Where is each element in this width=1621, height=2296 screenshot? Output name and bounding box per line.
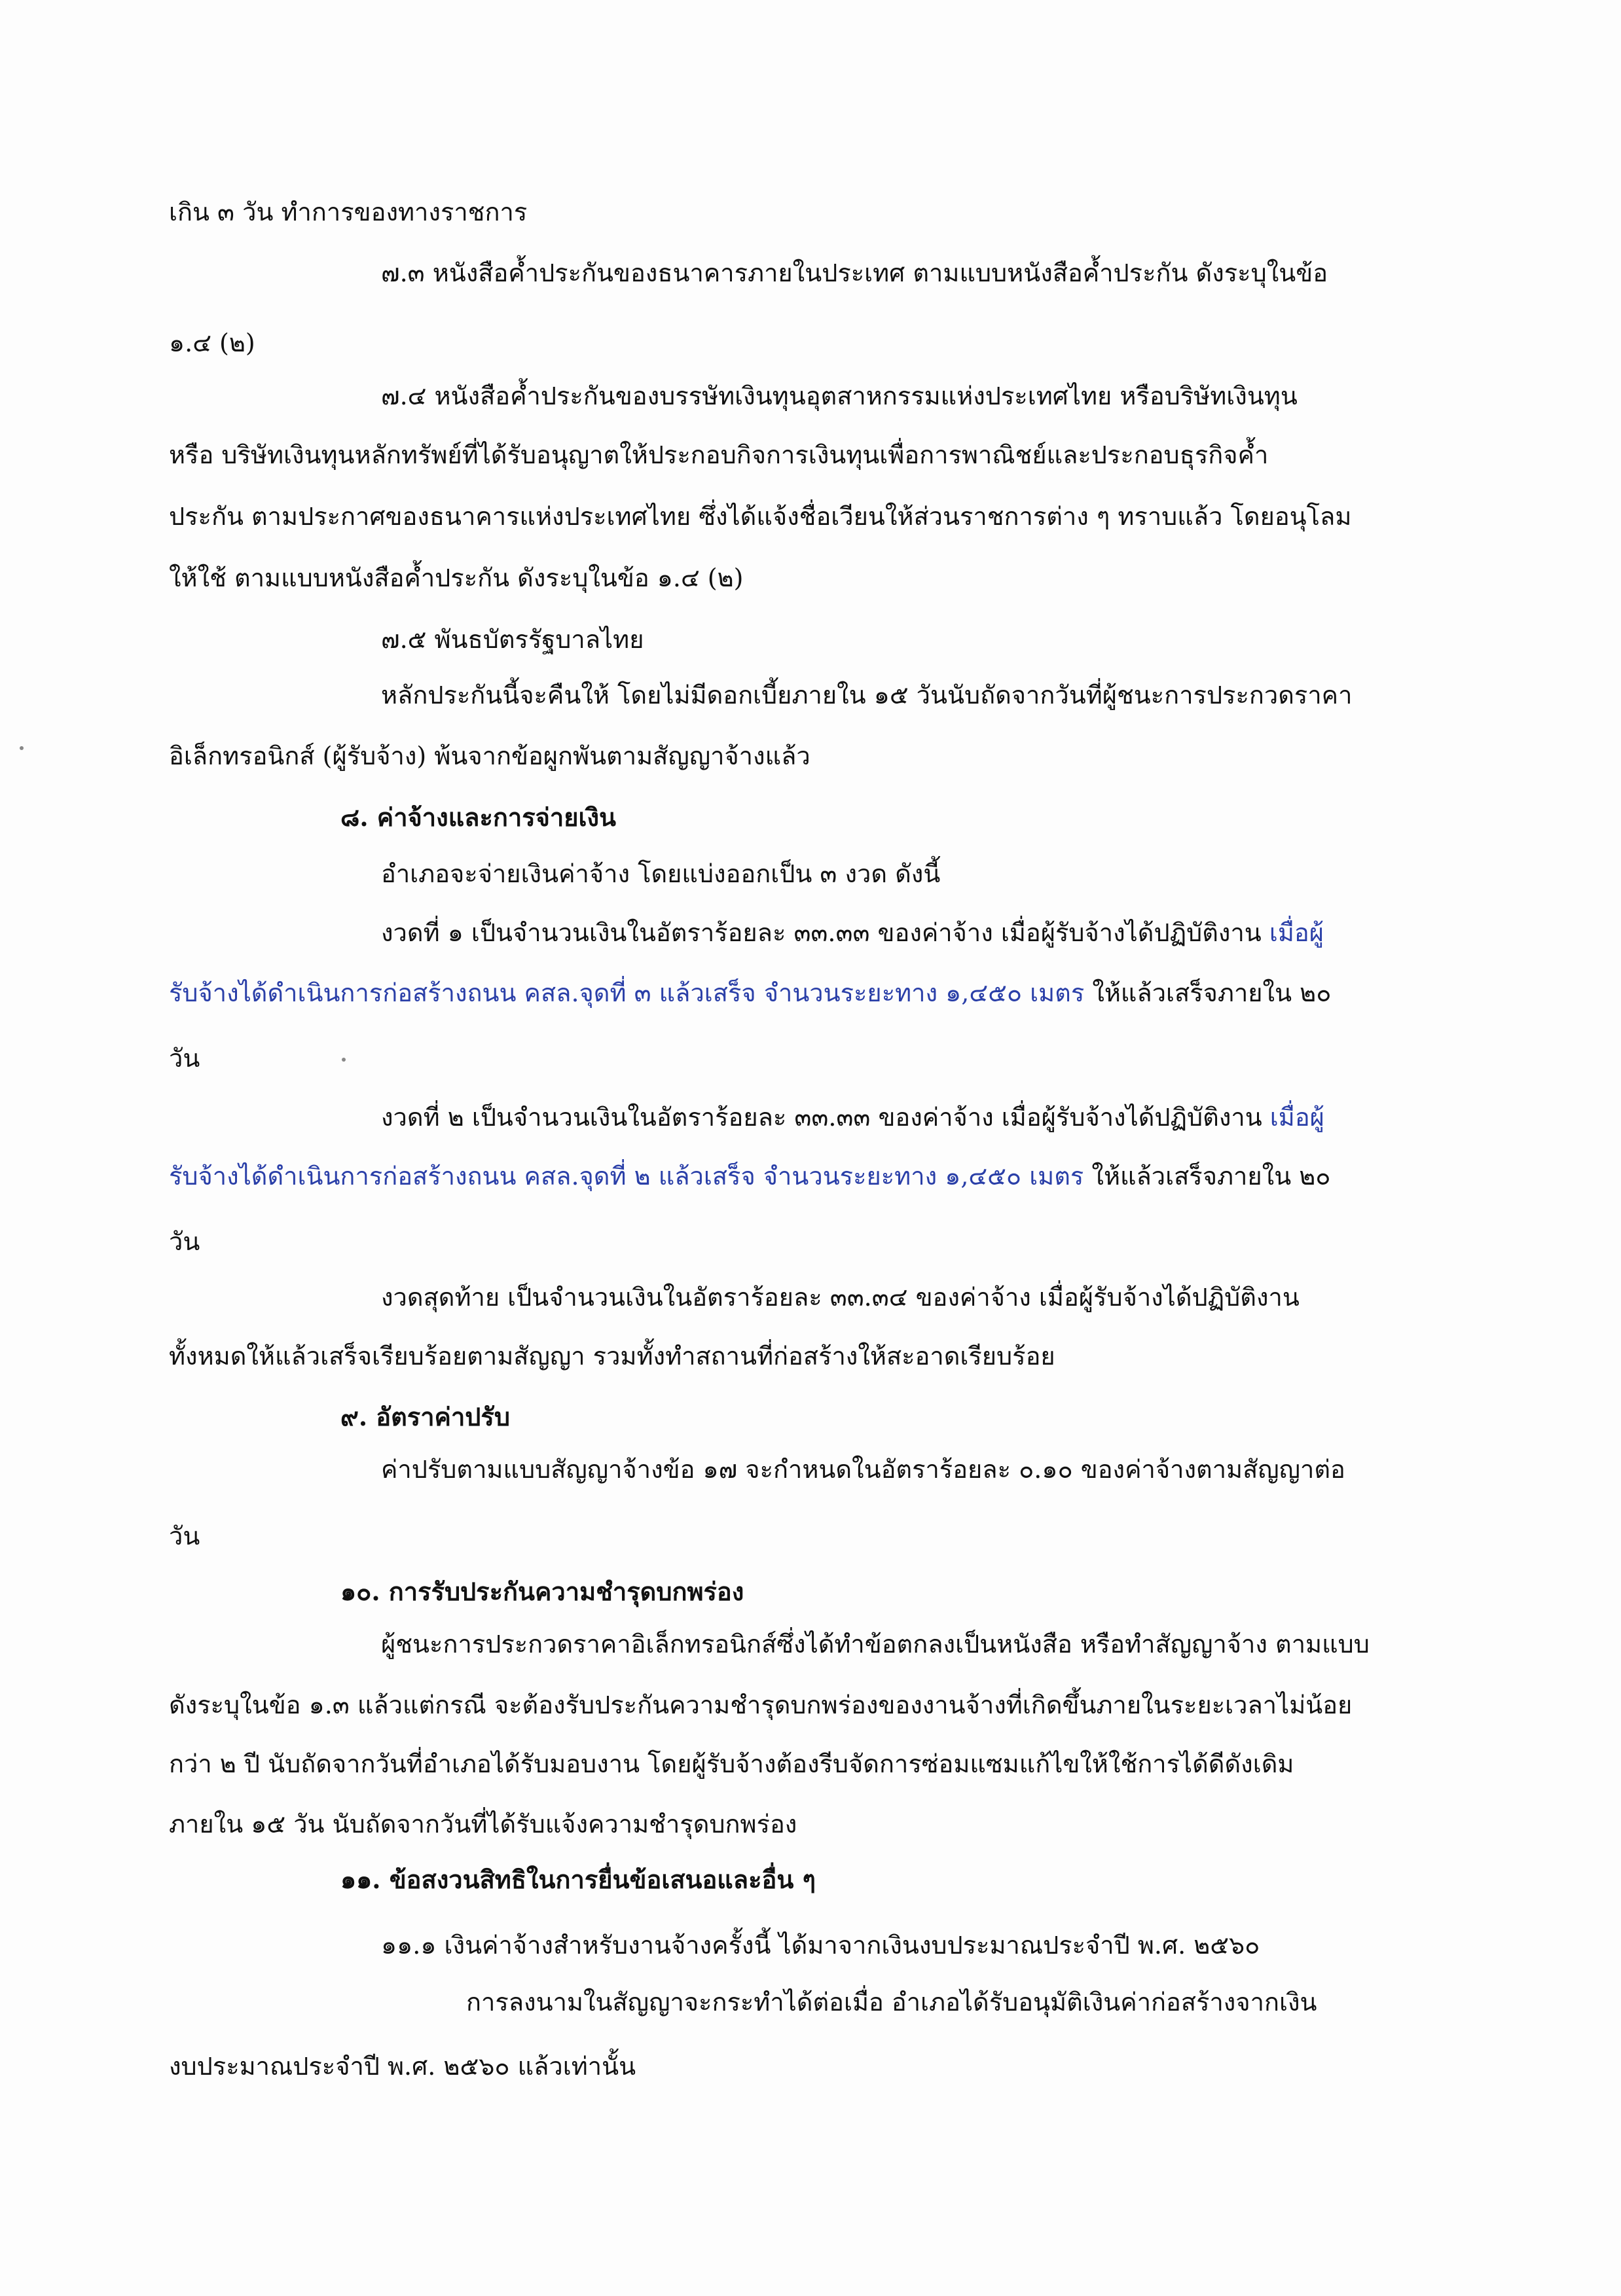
text-line: งวดสุดท้าย เป็นจำนวนเงินในอัตราร้อยละ ๓๓.๓๔ ของค่าจ้าง เมื่อผู้รับจ้างได้ปฏิบัติงาน [381,1283,1300,1312]
section-heading: ๑๑. ข้อสงวนสิทธิในการยื่นข้อเสนอและอื่น ๆ [340,1865,816,1894]
text-line: งบประมาณประจำปี พ.ศ. ๒๕๖๐ แล้วเท่านั้น [169,2052,636,2081]
text-span: เมื่อผู้ [1269,918,1324,947]
text-line: ทั้งหมดให้แล้วเสร็จเรียบร้อยตามสัญญา รวมทั้งทำสถานที่ก่อสร้างให้สะอาดเรียบร้อย [169,1342,1055,1371]
text-line: ๗.๔ หนังสือค้ำประกันของบรรษัทเงินทุนอุตสาหกรรมแห่งประเทศไทย หรือบริษัทเงินทุน [381,382,1298,410]
text-line: ภายใน ๑๕ วัน นับถัดจากวันที่ได้รับแจ้งความชำรุดบกพร่อง [169,1810,797,1839]
text-line: อิเล็กทรอนิกส์ (ผู้รับจ้าง) พ้นจากข้อผูกพันตามสัญญาจ้างแล้ว [169,742,810,770]
text-line [381,1100,1324,1135]
text-line: ผู้ชนะการประกวดราคาอิเล็กทรอนิกส์ซึ่งได้ทำข้อตกลงเป็นหนังสือ หรือทำสัญญาจ้าง ตามแบบ [381,1630,1370,1659]
text-line: วัน [169,1522,200,1551]
text-line: ๑๑.๑ เงินค่าจ้างสำหรับงานจ้างครั้งนี้ ได้มาจากเงินงบประมาณประจำปี พ.ศ. ๒๕๖๐ [381,1931,1260,1960]
text-line: ๗.๓ หนังสือค้ำประกันของธนาคารภายในประเทศ ตามแบบหนังสือค้ำประกัน ดังระบุในข้อ [381,259,1328,287]
text-line: ดังระบุในข้อ ๑.๓ แล้วแต่กรณี จะต้องรับประกันความชำรุดบกพร่องของงานจ้างที่เกิดขึ้นภายในระยะเวลาไม่น้อย [169,1691,1353,1719]
text-line: ค่าปรับตามแบบสัญญาจ้างข้อ ๑๗ จะกำหนดในอัตราร้อยละ ๐.๑๐ ของค่าจ้างตามสัญญาต่อ [381,1455,1345,1484]
text-line: ประกัน ตามประกาศของธนาคารแห่งประเทศไทย ซึ่งได้แจ้งชื่อเวียนให้ส่วนราชการต่าง ๆ ทราบแล้ว โดยอนุโลม [169,502,1352,531]
text-line: ๗.๕ พันธบัตรรัฐบาลไทย [381,625,644,654]
text-span: งวดที่ ๒ เป็นจำนวนเงินในอัตราร้อยละ ๓๓.๓๓ ของค่าจ้าง เมื่อผู้รับจ้างได้ปฏิบัติงาน [381,1103,1270,1132]
section-heading: ๙. อัตราค่าปรับ [340,1402,510,1431]
text-line: เกิน ๓ วัน ทำการของทางราชการ [169,198,528,226]
text-line: หรือ บริษัทเงินทุนหลักทรัพย์ที่ได้รับอนุญาตให้ประกอบกิจการเงินทุนเพื่อการพาณิชย์และประกอบธุรกิจค้ำ [169,440,1269,469]
text-line [169,975,1331,1011]
scan-speck [342,1058,346,1062]
section-heading: ๑๐. การรับประกันความชำรุดบกพร่อง [340,1577,744,1606]
text-span: รับจ้างได้ดำเนินการก่อสร้างถนน คสล.จุดที่ ๓ แล้วเสร็จ จำนวนระยะทาง ๑,๔๕๐ เมตร [169,978,1085,1007]
text-line: กว่า ๒ ปี นับถัดจากวันที่อำเภอได้รับมอบงาน โดยผู้รับจ้างต้องรีบจัดการซ่อมแซมแก้ไขให้ใช้การได้ดีดังเดิม [169,1749,1294,1778]
text-line: ให้ใช้ ตามแบบหนังสือค้ำประกัน ดังระบุในข้อ ๑.๔ (๒) [169,564,744,592]
section-heading: ๘. ค่าจ้างและการจ่ายเงิน [340,802,617,832]
text-line: วัน [169,1044,200,1073]
text-line: ๑.๔ (๒) [169,329,255,357]
scan-speck [20,746,24,750]
text-line [169,1158,1331,1194]
text-span: เมื่อผู้ [1269,1103,1324,1132]
text-line: หลักประกันนี้จะคืนให้ โดยไม่มีดอกเบี้ยภายใน ๑๕ วันนับถัดจากวันที่ผู้ชนะการประกวดราคา [381,681,1353,709]
text-line [381,915,1324,950]
text-span: ให้แล้วเสร็จภายใน ๒๐ [1084,1162,1331,1191]
text-span: ให้แล้วเสร็จภายใน ๒๐ [1084,978,1332,1007]
text-span: รับจ้างได้ดำเนินการก่อสร้างถนน คสล.จุดที่ ๒ แล้วเสร็จ จำนวนระยะทาง ๑,๔๕๐ เมตร [169,1162,1084,1191]
text-line: วัน [169,1227,200,1256]
text-line: อำเภอจะจ่ายเงินค่าจ้าง โดยแบ่งออกเป็น ๓ งวด ดังนี้ [381,859,941,888]
text-line: การลงนามในสัญญาจะกระทำได้ต่อเมื่อ อำเภอได้รับอนุมัติเงินค่าก่อสร้างจากเงิน [466,1988,1317,2017]
text-span: งวดที่ ๑ เป็นจำนวนเงินในอัตราร้อยละ ๓๓.๓๓ ของค่าจ้าง เมื่อผู้รับจ้างได้ปฏิบัติงาน [381,918,1269,947]
